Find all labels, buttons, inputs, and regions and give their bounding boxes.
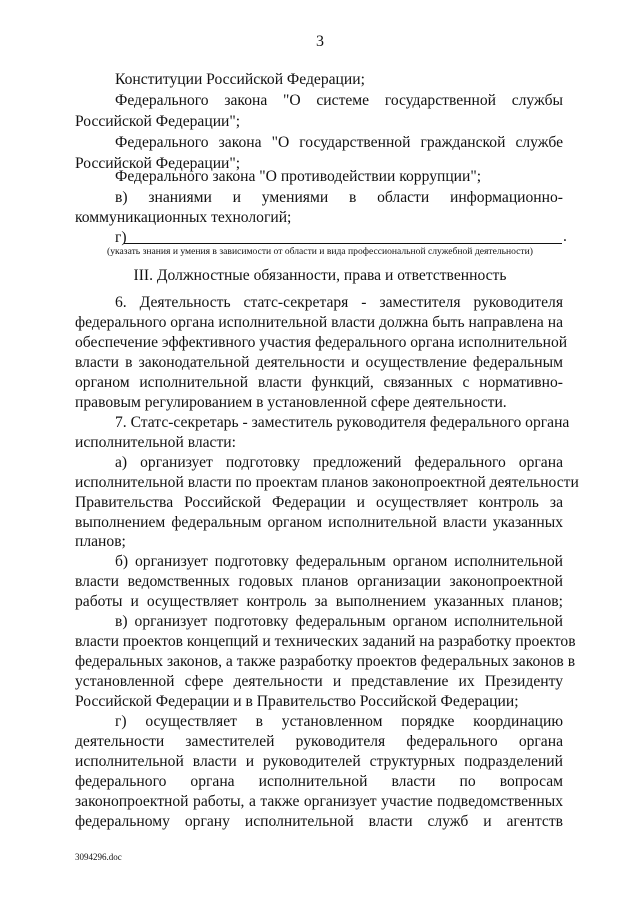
text-line: в) знаниями и умениями в области информационно- xyxy=(115,189,563,206)
text-line: а) организует подготовку предложений федерального органа xyxy=(115,454,563,471)
text-line: работы и осуществляет контроль за выполнением указанных планов; xyxy=(75,593,563,610)
text-line: федерального органа исполнительной власти должна быть направлена на xyxy=(75,314,563,331)
text-line: 7. Статс-секретарь - заместитель руководителя федерального органа xyxy=(115,414,570,431)
text-line: власти ведомственных годовых планов организации законопроектной xyxy=(75,573,563,590)
file-name-footer: 3094296.doc xyxy=(75,852,122,862)
text-line: исполнительной власти по проектам планов законопроектной деятельности xyxy=(75,474,579,491)
text-line: обеспечение эффективного участия федерального органа исполнительной xyxy=(75,334,568,351)
text-line: Российской Федерации"; xyxy=(75,113,241,130)
field-note: (указать знания и умения в зависимости от области и вида профессиональной служебной деятельности) xyxy=(107,246,533,257)
text-line: Федерального закона "О системе государственной службы xyxy=(115,92,563,109)
text-line: установленной сфере деятельности и представление их Президенту xyxy=(75,673,563,690)
text-line: б) организует подготовку федеральным органом исполнительной xyxy=(115,553,563,570)
blank-field xyxy=(124,243,562,244)
text-line: г) xyxy=(115,229,127,246)
text-line: Правительства Российской Федерации и осуществляет контроль за xyxy=(75,494,563,511)
text-line: Российской Федерации и в Правительство Российской Федерации; xyxy=(75,693,519,710)
text-line: органом исполнительной власти функций, связанных с нормативно- xyxy=(75,374,563,391)
text-line: планов; xyxy=(75,533,126,550)
text-line: 6. Деятельность статс-секретаря - заместителя руководителя xyxy=(115,294,563,311)
text-line: выполнением федеральным органом исполнительной власти указанных xyxy=(75,514,563,531)
text-line: Конституции Российской Федерации; xyxy=(115,71,365,88)
section-heading: III. Должностные обязанности, права и ответственность xyxy=(133,267,507,284)
text-line: власти в законодательной деятельности и осуществление федеральным xyxy=(75,354,563,371)
text-line: деятельности заместителей руководителя федерального органа xyxy=(75,733,563,750)
text-line: в) организует подготовку федеральным органом исполнительной xyxy=(115,613,563,630)
text-line: г) осуществляет в установленном порядке координацию xyxy=(115,713,563,730)
text-line: законопроектной работы, а также организует участие подведомственных xyxy=(75,793,563,810)
text-line: федеральных законов, а также разработку проектов федеральных законов в xyxy=(75,653,576,670)
text-line: коммуникационных технологий; xyxy=(75,209,292,226)
text-line: Федерального закона "О противодействии коррупции"; xyxy=(115,168,482,185)
text-line: исполнительной власти: xyxy=(75,434,236,451)
text-line: правовым регулированием в установленной сфере деятельности. xyxy=(75,394,507,411)
page-number: 3 xyxy=(316,33,324,50)
text-line: федерального органа исполнительной власти по вопросам xyxy=(75,773,563,790)
text-line: исполнительной власти и руководителей структурных подразделений xyxy=(75,753,563,770)
text-line: власти проектов концепций и технических заданий на разработку проектов xyxy=(75,633,576,650)
text-line: федеральному органу исполнительной власти служб и агентств xyxy=(75,813,563,830)
end-dot: . xyxy=(563,228,567,245)
text-line: Российской Федерации"; xyxy=(75,155,241,172)
text-line: Федерального закона "О государственной гражданской службе xyxy=(115,134,563,151)
